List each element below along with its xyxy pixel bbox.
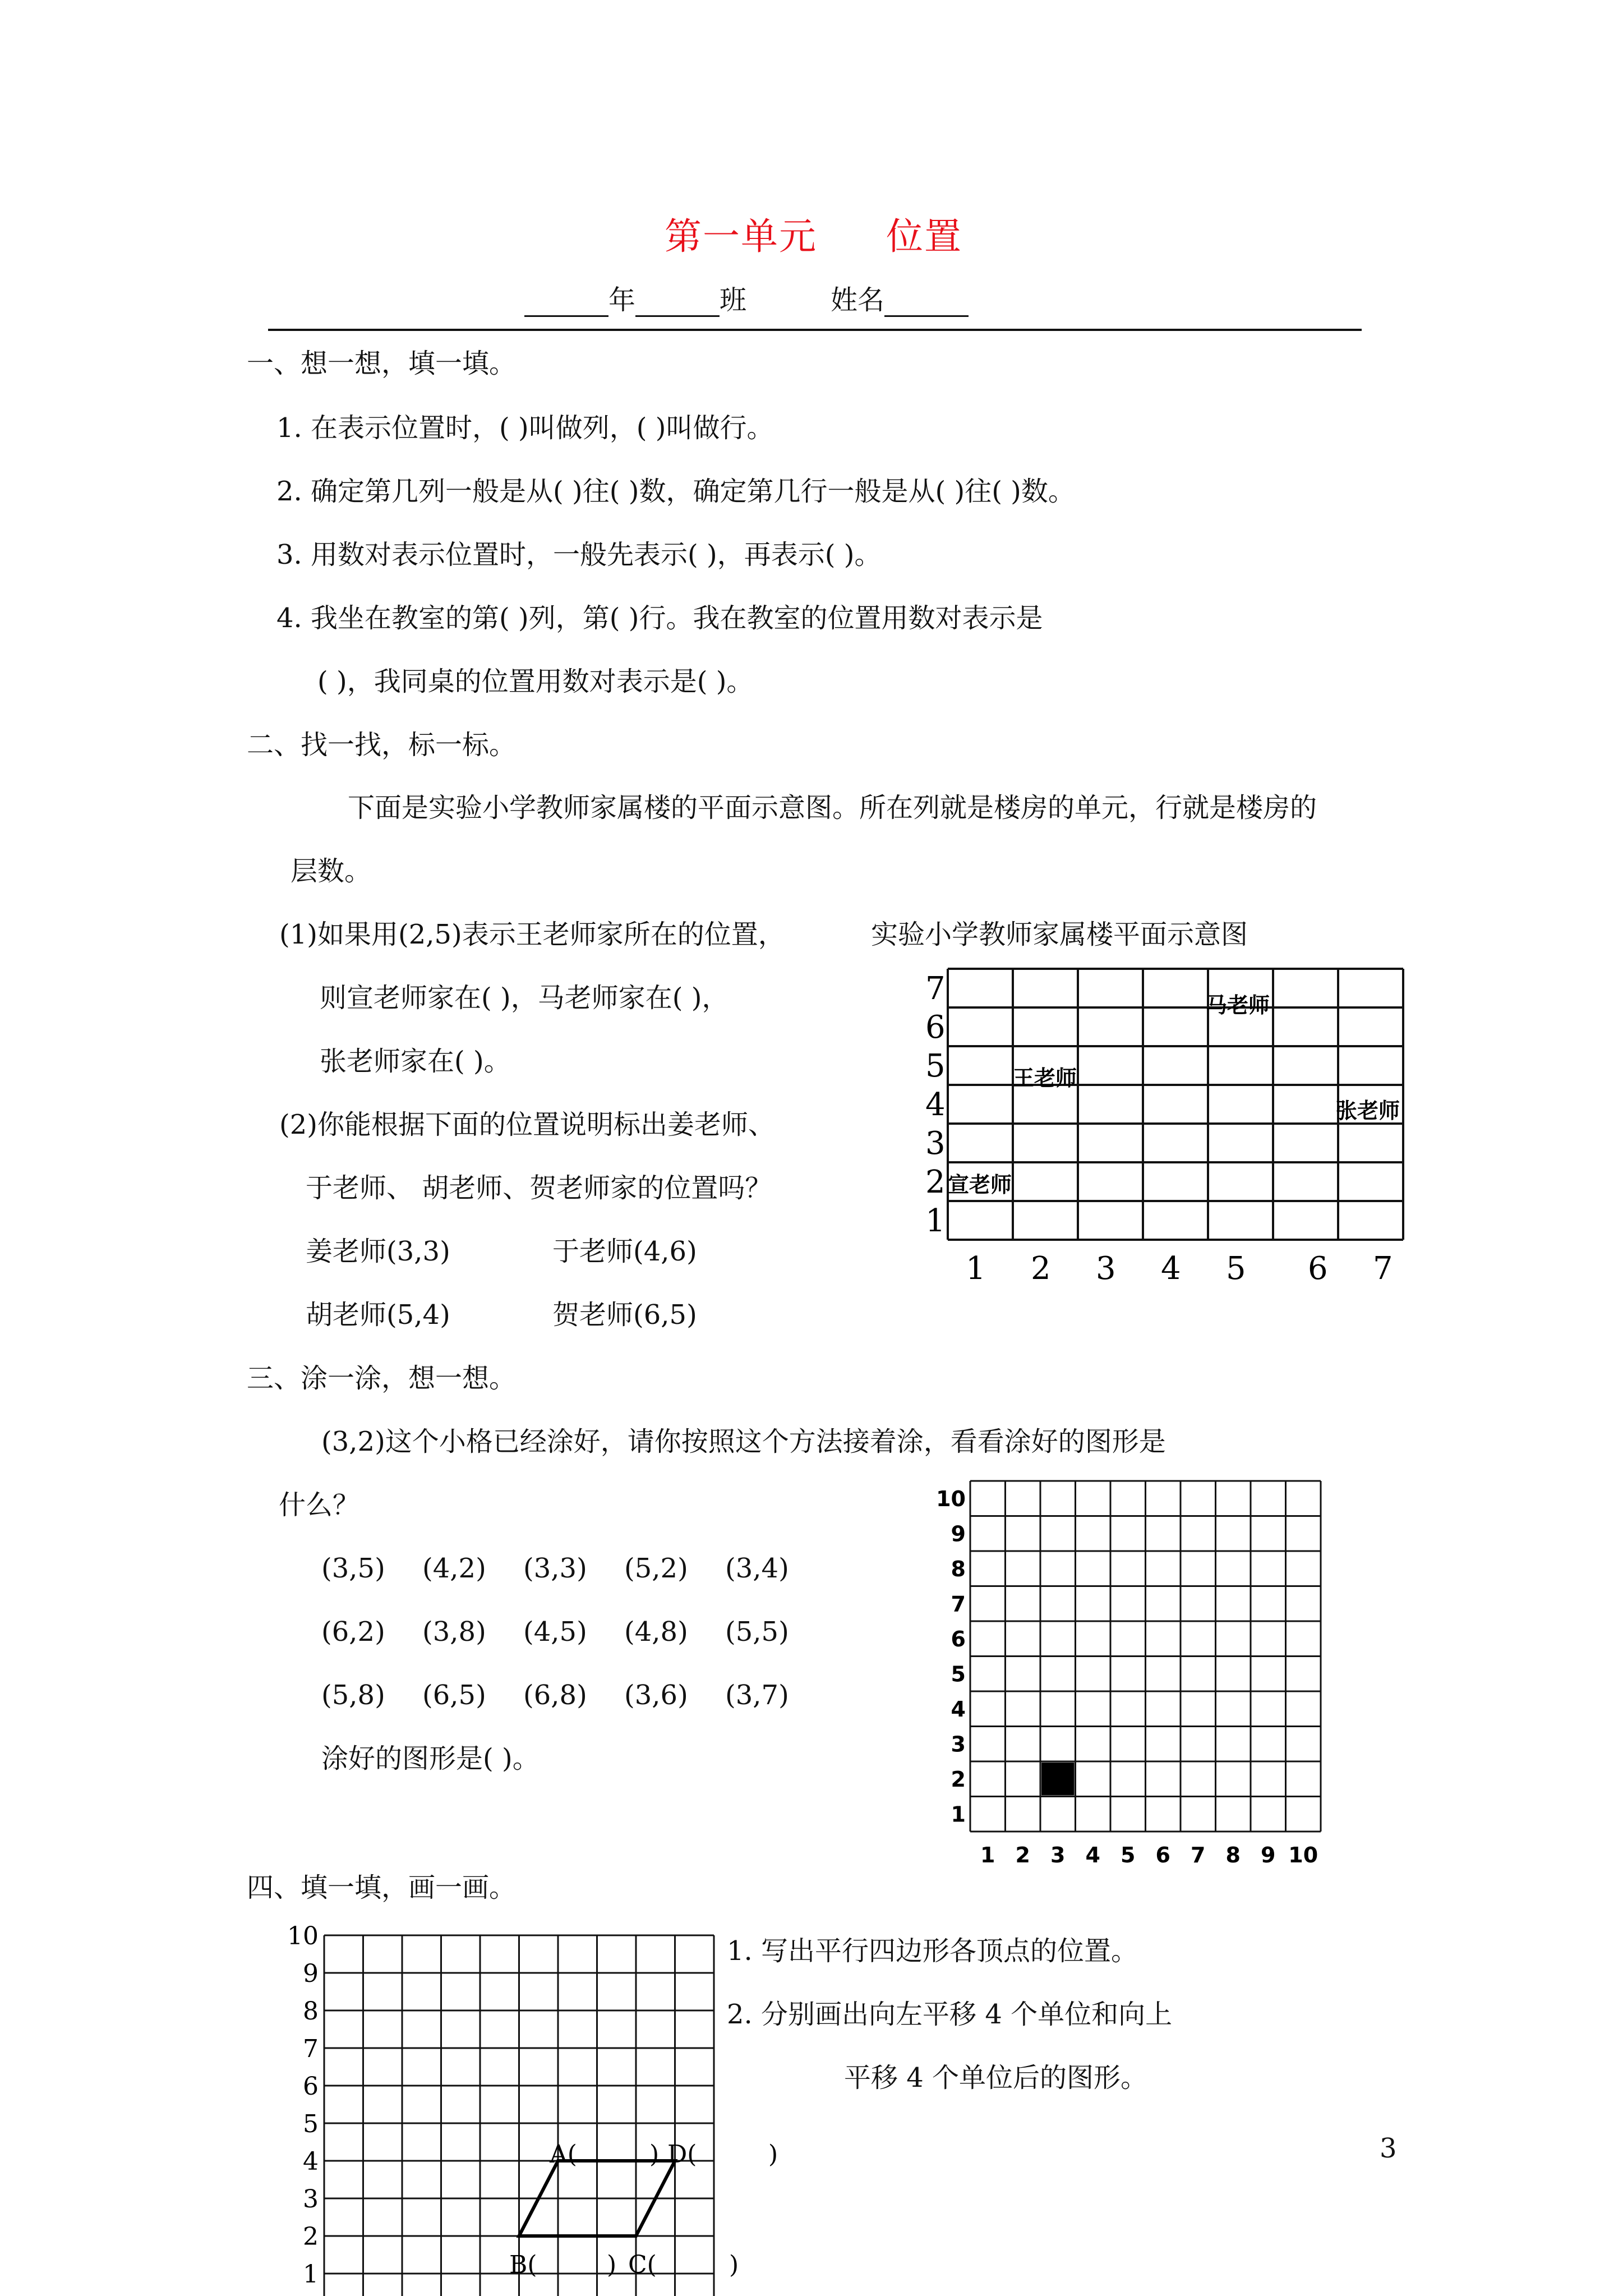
s2-part-1-line3: 张老师家在( )。 <box>320 1046 511 1077</box>
column-label: 7 <box>1373 1250 1393 1287</box>
row-label: 1 <box>303 2260 319 2289</box>
parallelogram-grid <box>280 1924 1077 2296</box>
row-label: 8 <box>951 1557 966 1581</box>
year-label: 年 <box>608 284 636 316</box>
coordinate-item: (6,8) <box>523 1680 587 1711</box>
s2-part-2-line2: 于老师、 胡老师、贺老师家的位置吗？ <box>306 1172 772 1204</box>
section-2-heading: 二、找一找，标一标。 <box>247 729 517 761</box>
page-title <box>665 206 817 260</box>
s2-part-1-line2: 则宣老师家在( )，马老师家在( )， <box>320 982 729 1014</box>
hu-position: 胡老师(5,4) <box>306 1299 450 1331</box>
class-label: 班 <box>720 284 747 316</box>
row-label: 6 <box>925 1009 946 1046</box>
s2-intro-cont: 层数。 <box>291 855 372 887</box>
column-label: 1 <box>966 1250 986 1287</box>
coordinate-item: (4,8) <box>624 1616 688 1648</box>
s4-question-2: 2. 分别画出向左平移 4 个单位和向上 <box>727 1999 1173 2030</box>
column-label: 8 <box>1225 1843 1241 1867</box>
row-label: 7 <box>951 1591 966 1617</box>
coordinate-item: (3,3) <box>523 1553 587 1584</box>
coordinate-item: (5,5) <box>725 1616 789 1648</box>
column-label: 7 <box>1191 1843 1206 1867</box>
row-label: 10 <box>287 1924 319 1950</box>
row-labels <box>287 1924 319 2289</box>
filled-cell <box>1041 1763 1075 1796</box>
column-labels <box>980 1843 1318 1867</box>
s3-intro: (3,2)这个小格已经涂好，请你按照这个方法接着涂，看看涂好的图形是 <box>321 1426 1166 1457</box>
yu-position: 于老师(4,6) <box>552 1236 697 1267</box>
ma-label: 马老师 <box>1206 993 1270 1018</box>
row-label: 9 <box>951 1521 966 1547</box>
vertex-c-close: ) <box>729 2251 739 2279</box>
vertex-d-close: ) <box>768 2140 778 2169</box>
vertex-a-label: A( <box>550 2140 577 2169</box>
row-label: 9 <box>303 1959 319 1988</box>
student-info <box>524 283 969 317</box>
row-label: 7 <box>925 970 946 1007</box>
row-label: 7 <box>303 2035 319 2063</box>
title-unit: 第一单元 <box>665 215 817 258</box>
class-blank[interactable] <box>635 291 720 317</box>
section-3-heading: 三、涂一涂，想一想。 <box>247 1363 517 1394</box>
coordinate-item: (6,2) <box>321 1616 385 1648</box>
coordinate-item: (3,4) <box>725 1553 789 1584</box>
row-label: 3 <box>303 2185 319 2214</box>
column-label: 6 <box>1308 1250 1328 1287</box>
column-label: 3 <box>1096 1250 1116 1287</box>
row-label: 6 <box>303 2072 319 2101</box>
column-label: 5 <box>1121 1843 1136 1867</box>
header-rule <box>268 329 1362 331</box>
s3-intro-cont: 什么？ <box>279 1489 360 1521</box>
s1-question-1: 1. 在表示位置时，( )叫做列，( )叫做行。 <box>276 412 774 444</box>
column-labels <box>966 1250 1393 1287</box>
jiang-position: 姜老师(3,3) <box>306 1236 450 1267</box>
coordinate-item: (3,5) <box>321 1553 385 1584</box>
row-label: 1 <box>951 1802 966 1827</box>
wang-label: 王老师 <box>1013 1066 1077 1091</box>
coordinate-item: (5,8) <box>321 1680 385 1711</box>
column-label: 1 <box>980 1843 995 1867</box>
coordinate-item: (3,6) <box>624 1680 688 1711</box>
name-label: 姓名 <box>831 284 885 316</box>
vertex-c-label: C( <box>628 2251 657 2279</box>
grid-lines <box>324 1935 714 2296</box>
coordinate-item: (3,8) <box>422 1616 486 1648</box>
zhang-label: 张老师 <box>1336 1098 1400 1123</box>
row-label: 5 <box>303 2110 319 2138</box>
row-label: 8 <box>303 1997 319 2026</box>
s1-question-4: 4. 我坐在教室的第( )列，第( )行。我在教室的位置用数对表示是 <box>276 602 1043 634</box>
row-label: 4 <box>925 1086 946 1123</box>
row-labels <box>936 1487 966 1827</box>
s3-answer: 涂好的图形是( )。 <box>321 1743 540 1774</box>
s4-question-1: 1. 写出平行四边形各顶点的位置。 <box>727 1935 1138 1967</box>
vertex-b-label: B( <box>509 2251 537 2279</box>
s1-question-2: 2. 确定第几列一般是从( )往( )数，确定第几行一般是从( )往( )数。 <box>276 476 1075 507</box>
row-label: 5 <box>925 1047 946 1084</box>
row-label: 2 <box>303 2223 319 2251</box>
section-1-heading: 一、想一想，填一填。 <box>247 348 517 379</box>
he-position: 贺老师(6,5) <box>552 1299 697 1331</box>
building-plan-title: 实验小学教师家属楼平面示意图 <box>871 919 1248 950</box>
coordinate-item: (4,2) <box>422 1553 486 1584</box>
coordinate-item: (5,2) <box>624 1553 688 1584</box>
s4-question-2-cont: 平移 4 个单位后的图形。 <box>844 2062 1148 2093</box>
row-label: 1 <box>925 1202 946 1239</box>
section-4-heading: 四、填一填，画一画。 <box>247 1872 517 1903</box>
row-label: 10 <box>936 1487 966 1511</box>
s1-question-3: 3. 用数对表示位置时，一般先表示( )，再表示( )。 <box>276 539 882 570</box>
column-label: 3 <box>1050 1843 1066 1867</box>
vertex-a-close: ) <box>649 2140 660 2169</box>
column-label: 10 <box>1288 1843 1318 1867</box>
row-label: 4 <box>951 1697 966 1722</box>
vertex-d-label: D( <box>667 2140 697 2169</box>
grade-blank[interactable] <box>524 291 608 317</box>
coordinate-item: (6,5) <box>422 1680 486 1711</box>
s2-intro: 下面是实验小学教师家属楼的平面示意图。所在列就是楼房的单元，行就是楼房的 <box>348 792 1317 823</box>
grid-lines <box>970 1481 1321 1832</box>
s2-part-1: (1)如果用(2,5)表示王老师家所在的位置， <box>279 919 785 950</box>
row-label: 2 <box>951 1767 966 1792</box>
column-label: 2 <box>1015 1843 1030 1867</box>
page-subtitle <box>886 206 962 260</box>
page-number: 3 <box>1380 2133 1397 2164</box>
column-label: 9 <box>1261 1843 1276 1867</box>
row-label: 2 <box>925 1163 946 1200</box>
column-label: 5 <box>1226 1250 1246 1287</box>
row-label: 6 <box>951 1627 966 1651</box>
row-label: 4 <box>303 2147 319 2176</box>
xuan-label: 宣老师 <box>948 1172 1012 1197</box>
column-label: 4 <box>1085 1843 1100 1867</box>
row-label: 3 <box>951 1732 966 1757</box>
s2-part-2: (2)你能根据下面的位置说明标出姜老师、 <box>279 1109 775 1140</box>
column-label: 4 <box>1161 1250 1181 1287</box>
coordinate-item: (4,5) <box>523 1616 587 1648</box>
row-labels <box>925 970 946 1239</box>
building-plan-grid <box>909 962 1413 1299</box>
column-label: 6 <box>1155 1843 1170 1867</box>
row-label: 5 <box>951 1662 966 1687</box>
title-topic: 位置 <box>886 215 962 258</box>
vertex-b-close: ) <box>607 2251 617 2279</box>
column-label: 2 <box>1031 1250 1051 1287</box>
name-blank[interactable] <box>884 291 969 317</box>
coordinate-item: (3,7) <box>725 1680 789 1711</box>
row-label: 3 <box>925 1125 946 1162</box>
grid-lines <box>948 969 1403 1240</box>
s1-question-4-cont: ( )，我同桌的位置用数对表示是( )。 <box>317 666 754 697</box>
coloring-grid <box>931 1475 1335 1879</box>
